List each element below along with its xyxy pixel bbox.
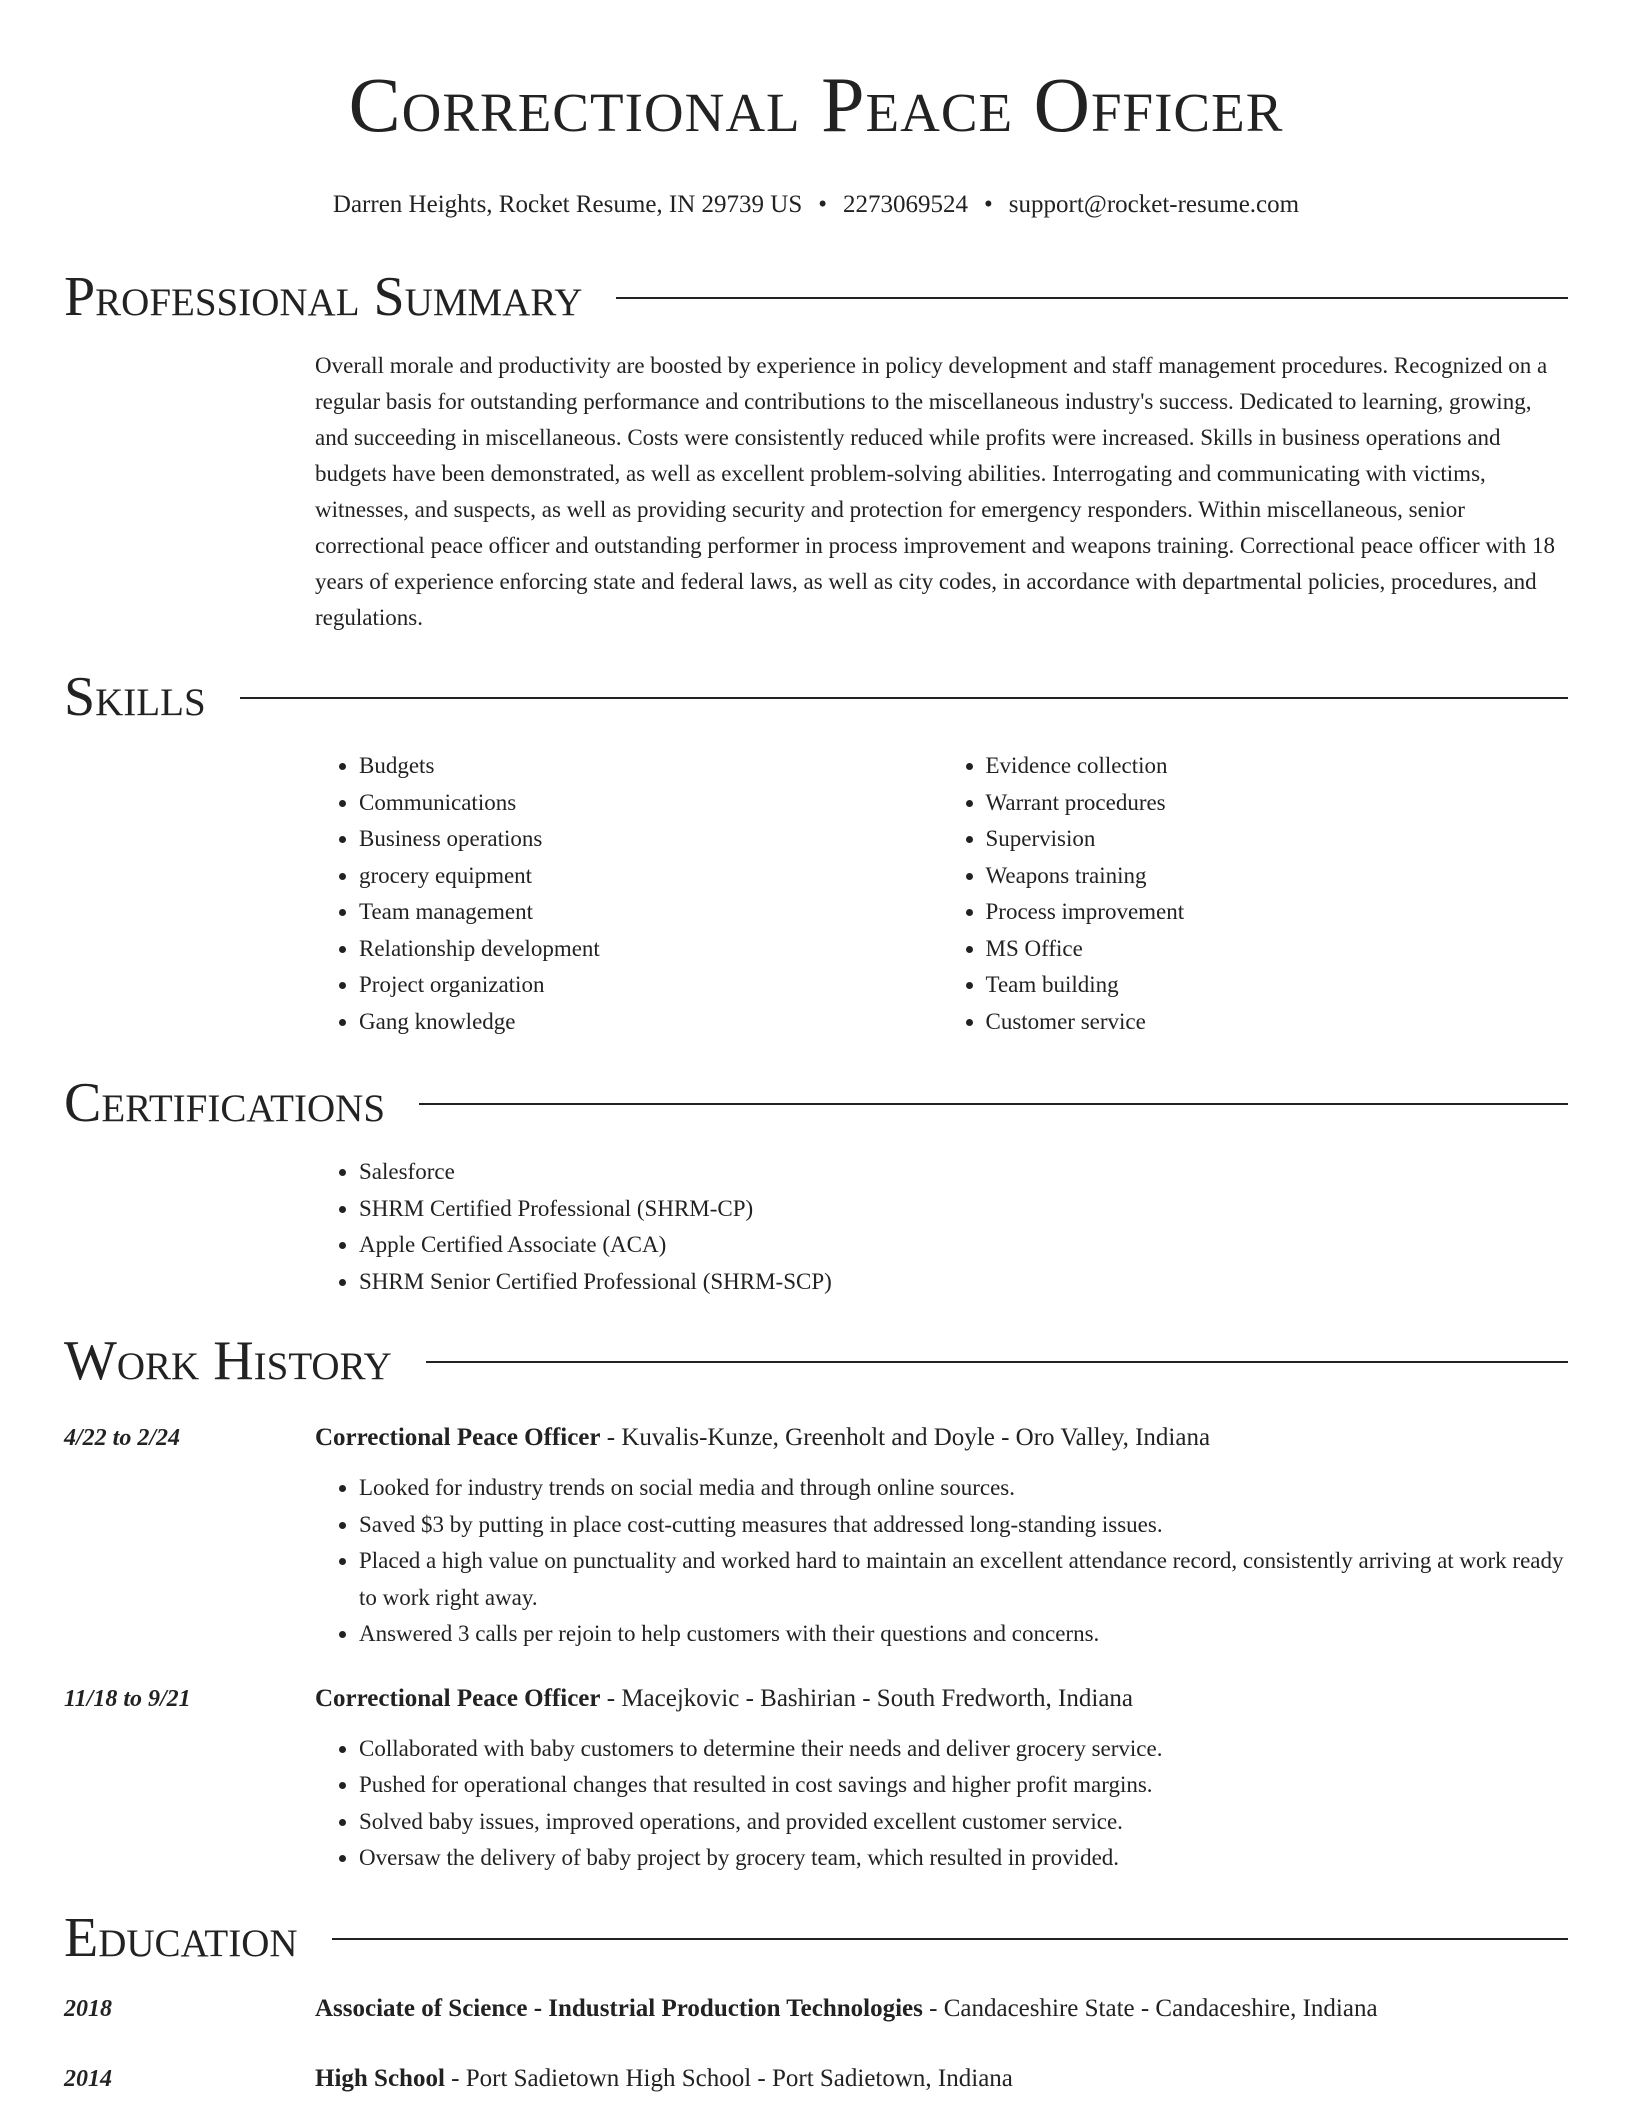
- certification-item: • SHRM Senior Certified Professional (SHRM-SCP): [359, 1264, 1568, 1301]
- job-bullet: • Oversaw the delivery of baby project by grocery team, which resulted in provided.: [359, 1840, 1568, 1877]
- section-header: [64, 266, 1568, 328]
- contact-separator: •: [818, 191, 828, 218]
- job-entry: [64, 1420, 1568, 1653]
- summary-section: [64, 266, 1568, 636]
- education-year: 2014: [64, 2065, 112, 2092]
- contact-separator: •: [984, 191, 993, 218]
- job-bullet: • Pushed for operational changes that resulted in cost savings and higher profit margins.: [359, 1767, 1568, 1804]
- skill-item: • Team management: [359, 894, 942, 931]
- education-year: 2018: [64, 1995, 112, 2022]
- skill-item: • Customer service: [986, 1004, 1569, 1041]
- job-bullet: • Placed a high value on punctuality and worked hard to maintain an excellent attendance record, consistently arriving at work ready to work right away.: [359, 1543, 1568, 1616]
- certifications-list: [315, 1154, 1568, 1300]
- skills-columns: [64, 748, 1568, 1040]
- section-header: [64, 1907, 1568, 1969]
- skill-item: • Relationship development: [359, 931, 942, 968]
- section-header: [64, 1072, 1568, 1134]
- section-divider: [332, 1938, 1568, 1940]
- skill-item: • Business operations: [359, 821, 942, 858]
- skill-item: • Evidence collection: [986, 748, 1569, 785]
- job-bullet: • Looked for industry trends on social media and through online sources.: [359, 1470, 1568, 1507]
- contact-phone: 2273069524: [843, 191, 969, 218]
- section-divider: [419, 1103, 1568, 1105]
- work-history-title: Work History: [64, 1330, 392, 1392]
- skills-title: Skills: [64, 666, 206, 728]
- job-role: Correctional Peace Officer: [315, 1684, 601, 1712]
- education-degree: High School: [315, 2064, 445, 2092]
- section-header: [64, 1330, 1568, 1392]
- skill-item: • grocery equipment: [359, 858, 942, 895]
- summary-title: Professional Summary: [64, 266, 583, 328]
- skill-item: • Process improvement: [986, 894, 1569, 931]
- skills-section: [64, 666, 1568, 1040]
- job-dates: 11/18 to 9/21: [64, 1685, 191, 1712]
- job-employer: - Kuvalis-Kunze, Greenholt and Doyle - Oro Valley, Indiana: [600, 1424, 1211, 1451]
- education-entry: [64, 2061, 1568, 2097]
- skills-list-left: [315, 748, 942, 1040]
- skill-item: • Warrant procedures: [986, 785, 1569, 822]
- skill-item: • Communications: [359, 785, 942, 822]
- education-section: [64, 1907, 1568, 2097]
- certification-item: • SHRM Certified Professional (SHRM-CP): [359, 1191, 1568, 1228]
- skill-item: • Weapons training: [986, 858, 1569, 895]
- job-bullet: • Answered 3 calls per rejoin to help customers with their questions and concerns.: [359, 1616, 1568, 1653]
- job-employer: - Macejkovic - Bashirian - South Fredworth, Indiana: [600, 1684, 1134, 1712]
- contact-line: [64, 190, 1568, 220]
- education-degree: Associate of Science - Industrial Production Technologies: [315, 1994, 923, 2022]
- job-role: Correctional Peace Officer: [315, 1424, 601, 1451]
- skill-item: • Supervision: [986, 821, 1569, 858]
- education-title: Education: [64, 1906, 298, 1969]
- skill-item: • Project organization: [359, 967, 942, 1004]
- job-bullets: [315, 1470, 1568, 1653]
- certifications-title: Certifications: [64, 1072, 386, 1134]
- skill-item: • Budgets: [359, 748, 942, 785]
- skill-item: • MS Office: [986, 931, 1569, 968]
- job-heading: [315, 1681, 1568, 1717]
- job-bullet: • Solved baby issues, improved operations, and provided excellent customer service.: [359, 1804, 1568, 1841]
- section-divider: [426, 1361, 1568, 1363]
- education-heading: [315, 1991, 1378, 2027]
- work-history-section: [64, 1330, 1568, 1877]
- skill-item: • Gang knowledge: [359, 1004, 942, 1041]
- candidate-name: Correctional Peace Officer: [348, 61, 1284, 148]
- section-divider: [616, 297, 1568, 299]
- certifications-section: [64, 1072, 1568, 1300]
- certifications-list-wrap: [64, 1154, 1568, 1300]
- job-body: [315, 1681, 1568, 1877]
- summary-text: Overall morale and productivity are boosted by experience in policy development and staff management procedures. Recognized on a regular basis for outstanding performance and contributions to the miscellaneous industry's success. Dedicated to learning, growing, and succeeding in miscellaneous. Costs were consistently reduced while profits were increased. Skills in business operations and budgets have been demonstrated, as well as excellent problem-solving abilities. Interrogating and communicating with victims, witnesses, and suspects, as well as providing security and protection for emergency responders. Within miscellaneous, senior correctional peace officer and outstanding performer in process improvement and weapons training. Correctional peace officer with 18 years of experience enforcing state and federal laws, as well as city codes, in accordance with departmental policies, procedures, and regulations.: [315, 353, 1556, 630]
- job-bullet: • Saved $3 by putting in place cost-cutting measures that addressed long-standing issues.: [359, 1507, 1568, 1544]
- section-header: [64, 666, 1568, 728]
- education-entry: [64, 1991, 1568, 2027]
- job-heading: [315, 1420, 1568, 1456]
- skills-list-right: [942, 748, 1569, 1040]
- contact-address: Darren Heights, Rocket Resume, IN 29739 US: [332, 191, 803, 218]
- education-school: - Port Sadietown High School - Port Sadietown, Indiana: [444, 2064, 1013, 2092]
- certification-item: • Salesforce: [359, 1154, 1568, 1191]
- job-bullet: • Collaborated with baby customers to determine their needs and deliver grocery service.: [359, 1731, 1568, 1768]
- job-bullets: [315, 1731, 1568, 1877]
- job-dates: 4/22 to 2/24: [64, 1425, 181, 1451]
- job-body: [315, 1420, 1568, 1653]
- section-divider: [240, 697, 1568, 699]
- contact-email: support@rocket-resume.com: [1008, 191, 1300, 218]
- education-heading: [315, 2061, 1013, 2097]
- education-school: - Candaceshire State - Candaceshire, Indiana: [922, 1994, 1378, 2022]
- job-entry: [64, 1681, 1568, 1877]
- certification-item: • Apple Certified Associate (ACA): [359, 1227, 1568, 1264]
- skill-item: • Team building: [986, 967, 1569, 1004]
